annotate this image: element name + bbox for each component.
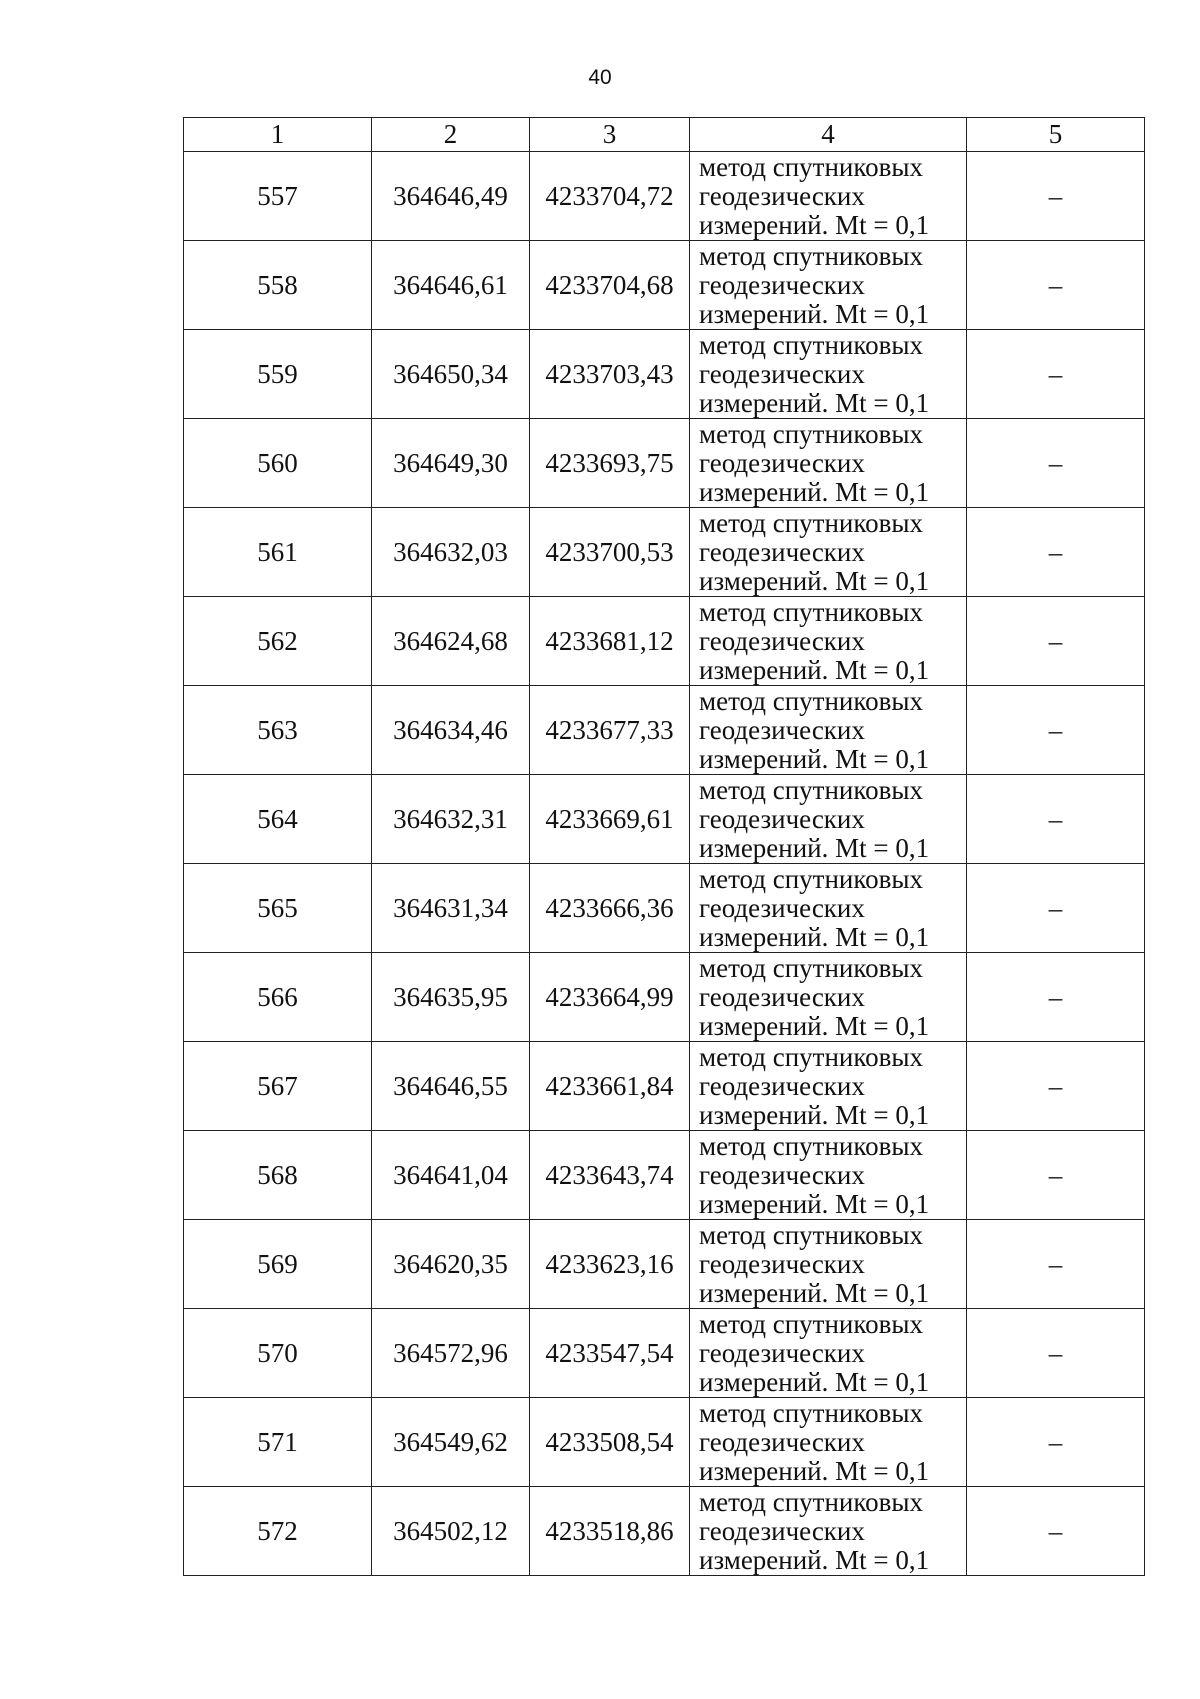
page-number: 40 [588, 66, 612, 89]
point-number-cell: 559 [184, 330, 372, 419]
point-number-cell: 568 [184, 1131, 372, 1220]
y-coordinate-cell: 4233704,68 [530, 241, 690, 330]
method-cell: метод спутниковых геодезических измерений. Mt = 0,1 [690, 953, 967, 1042]
x-coordinate-cell: 364549,62 [372, 1398, 530, 1487]
y-coordinate-cell: 4233508,54 [530, 1398, 690, 1487]
table-row [184, 686, 1145, 775]
point-number-cell: 557 [184, 152, 372, 241]
x-coordinate-cell: 364624,68 [372, 597, 530, 686]
x-coordinate-cell: 364641,04 [372, 1131, 530, 1220]
table-row [184, 1309, 1145, 1398]
y-coordinate-cell: 4233677,33 [530, 686, 690, 775]
method-cell: метод спутниковых геодезических измерений. Mt = 0,1 [690, 241, 967, 330]
x-coordinate-cell: 364634,46 [372, 686, 530, 775]
coordinates-table [183, 117, 1145, 1576]
x-coordinate-cell: 364620,35 [372, 1220, 530, 1309]
method-cell: метод спутниковых геодезических измерений. Mt = 0,1 [690, 419, 967, 508]
x-coordinate-cell: 364631,34 [372, 864, 530, 953]
note-cell: – [967, 597, 1145, 686]
note-cell: – [967, 953, 1145, 1042]
method-cell: метод спутниковых геодезических измерений. Mt = 0,1 [690, 1309, 967, 1398]
x-coordinate-cell: 364650,34 [372, 330, 530, 419]
x-coordinate-cell: 364646,61 [372, 241, 530, 330]
x-coordinate-cell: 364572,96 [372, 1309, 530, 1398]
y-coordinate-cell: 4233666,36 [530, 864, 690, 953]
method-cell: метод спутниковых геодезических измерений. Mt = 0,1 [690, 1131, 967, 1220]
note-cell: – [967, 330, 1145, 419]
x-coordinate-cell: 364632,31 [372, 775, 530, 864]
note-cell: – [967, 1309, 1145, 1398]
x-coordinate-cell: 364502,12 [372, 1487, 530, 1576]
note-cell: – [967, 1042, 1145, 1131]
point-number-cell: 563 [184, 686, 372, 775]
point-number-cell: 558 [184, 241, 372, 330]
y-coordinate-cell: 4233664,99 [530, 953, 690, 1042]
note-cell: – [967, 775, 1145, 864]
point-number-cell: 570 [184, 1309, 372, 1398]
method-cell: метод спутниковых геодезических измерений. Mt = 0,1 [690, 330, 967, 419]
table-row [184, 1131, 1145, 1220]
method-cell: метод спутниковых геодезических измерений. Mt = 0,1 [690, 508, 967, 597]
y-coordinate-cell: 4233669,61 [530, 775, 690, 864]
y-coordinate-cell: 4233700,53 [530, 508, 690, 597]
x-coordinate-cell: 364646,49 [372, 152, 530, 241]
column-header-5: 5 [967, 118, 1145, 152]
note-cell: – [967, 686, 1145, 775]
point-number-cell: 564 [184, 775, 372, 864]
table-row [184, 1398, 1145, 1487]
y-coordinate-cell: 4233643,74 [530, 1131, 690, 1220]
note-cell: – [967, 1487, 1145, 1576]
table-body [184, 152, 1145, 1576]
table-row [184, 1487, 1145, 1576]
table-row [184, 330, 1145, 419]
table-row [184, 775, 1145, 864]
y-coordinate-cell: 4233704,72 [530, 152, 690, 241]
point-number-cell: 571 [184, 1398, 372, 1487]
table-row [184, 508, 1145, 597]
method-cell: метод спутниковых геодезических измерений. Mt = 0,1 [690, 1220, 967, 1309]
note-cell: – [967, 152, 1145, 241]
method-cell: метод спутниковых геодезических измерений. Mt = 0,1 [690, 1042, 967, 1131]
note-cell: – [967, 241, 1145, 330]
x-coordinate-cell: 364649,30 [372, 419, 530, 508]
y-coordinate-cell: 4233693,75 [530, 419, 690, 508]
column-header-3: 3 [530, 118, 690, 152]
point-number-cell: 560 [184, 419, 372, 508]
column-header-2: 2 [372, 118, 530, 152]
method-cell: метод спутниковых геодезических измерений. Mt = 0,1 [690, 1487, 967, 1576]
table-header-row [184, 118, 1145, 152]
y-coordinate-cell: 4233681,12 [530, 597, 690, 686]
method-cell: метод спутниковых геодезических измерений. Mt = 0,1 [690, 775, 967, 864]
x-coordinate-cell: 364646,55 [372, 1042, 530, 1131]
method-cell: метод спутниковых геодезических измерений. Mt = 0,1 [690, 597, 967, 686]
table-row [184, 864, 1145, 953]
note-cell: – [967, 1398, 1145, 1487]
point-number-cell: 567 [184, 1042, 372, 1131]
table-row [184, 241, 1145, 330]
x-coordinate-cell: 364635,95 [372, 953, 530, 1042]
method-cell: метод спутниковых геодезических измерений. Mt = 0,1 [690, 152, 967, 241]
method-cell: метод спутниковых геодезических измерений. Mt = 0,1 [690, 686, 967, 775]
y-coordinate-cell: 4233623,16 [530, 1220, 690, 1309]
point-number-cell: 572 [184, 1487, 372, 1576]
table-row [184, 419, 1145, 508]
column-header-4: 4 [690, 118, 967, 152]
y-coordinate-cell: 4233547,54 [530, 1309, 690, 1398]
point-number-cell: 562 [184, 597, 372, 686]
method-cell: метод спутниковых геодезических измерений. Mt = 0,1 [690, 864, 967, 953]
table-row [184, 1042, 1145, 1131]
note-cell: – [967, 864, 1145, 953]
y-coordinate-cell: 4233703,43 [530, 330, 690, 419]
table-row [184, 152, 1145, 241]
note-cell: – [967, 1131, 1145, 1220]
note-cell: – [967, 1220, 1145, 1309]
point-number-cell: 565 [184, 864, 372, 953]
point-number-cell: 569 [184, 1220, 372, 1309]
method-cell: метод спутниковых геодезических измерений. Mt = 0,1 [690, 1398, 967, 1487]
y-coordinate-cell: 4233661,84 [530, 1042, 690, 1131]
table-row [184, 1220, 1145, 1309]
point-number-cell: 566 [184, 953, 372, 1042]
point-number-cell: 561 [184, 508, 372, 597]
table-row [184, 953, 1145, 1042]
note-cell: – [967, 419, 1145, 508]
table-row [184, 597, 1145, 686]
x-coordinate-cell: 364632,03 [372, 508, 530, 597]
note-cell: – [967, 508, 1145, 597]
y-coordinate-cell: 4233518,86 [530, 1487, 690, 1576]
column-header-1: 1 [184, 118, 372, 152]
